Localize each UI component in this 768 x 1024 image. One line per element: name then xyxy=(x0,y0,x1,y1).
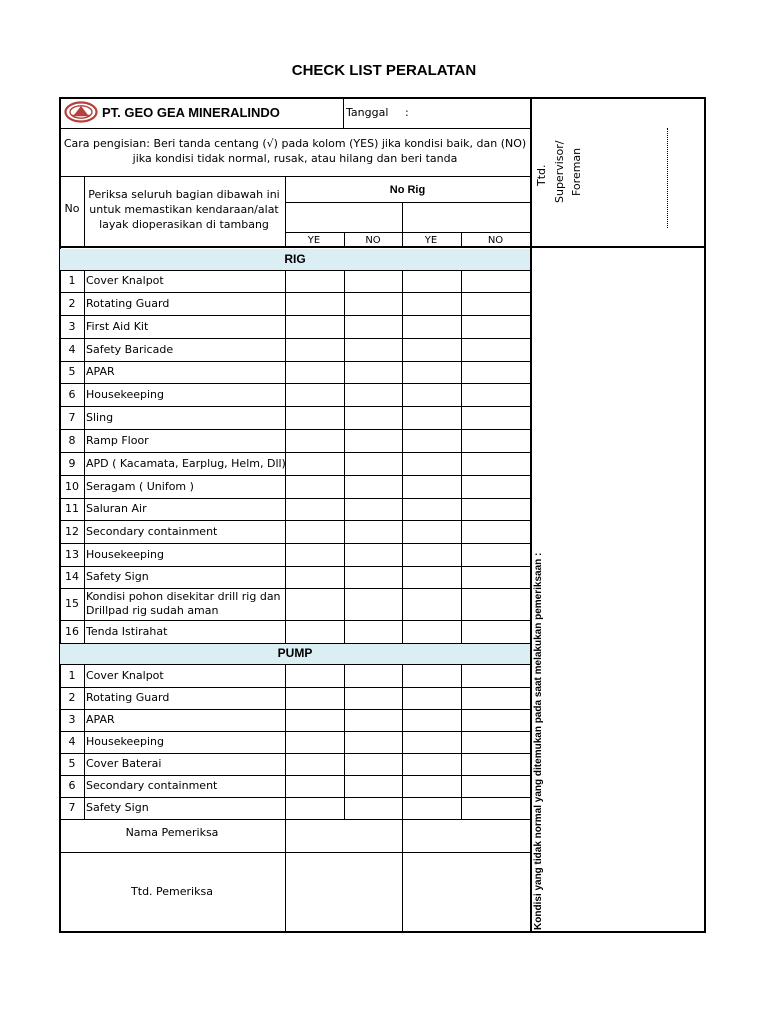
pump-item-label: Cover Baterai xyxy=(86,757,162,770)
rig-check-ye-1[interactable] xyxy=(286,544,343,565)
pump-check-ye-2[interactable] xyxy=(403,688,460,708)
row-divider xyxy=(84,664,85,687)
rig-item-number: 12 xyxy=(65,524,79,538)
header-desc-line1: Periksa seluruh bagian dibawah ini xyxy=(88,188,280,201)
nama-pemeriksa-label: Nama Pemeriksa xyxy=(125,826,219,839)
pump-check-no-1[interactable] xyxy=(345,688,401,708)
rig-item-label: Safety Baricade xyxy=(86,342,174,356)
rig-item-number: 10 xyxy=(65,479,79,493)
rig-check-ye-1[interactable] xyxy=(286,430,343,451)
row-divider xyxy=(84,292,85,315)
rig-check-no-1[interactable] xyxy=(345,521,401,542)
rig-check-ye-2[interactable] xyxy=(403,521,460,542)
header-ye-1: YE xyxy=(307,235,321,246)
row-divider xyxy=(84,753,85,775)
rig-item-label: Housekeeping xyxy=(86,547,164,561)
signature-foreman: Foreman xyxy=(570,147,583,196)
rig-item-number: 15 xyxy=(65,597,79,610)
pump-check-ye-2[interactable] xyxy=(403,710,460,730)
rig-item-label: Rotating Guard xyxy=(86,296,170,310)
rig-check-no-2[interactable] xyxy=(462,589,529,619)
rig-check-ye-2[interactable] xyxy=(403,621,460,642)
rig-item-label: Ramp Floor xyxy=(86,433,149,447)
pump-item-label: APAR xyxy=(86,713,115,726)
rig-check-ye-1[interactable] xyxy=(286,316,343,337)
side-note: Kondisi yang tidak normal yang ditemukan pada saat melakukan pemeriksaan : xyxy=(533,552,544,930)
row-divider xyxy=(84,543,85,566)
row-divider xyxy=(84,452,85,475)
row-divider xyxy=(60,643,530,644)
pump-item-label: Housekeeping xyxy=(86,735,164,748)
rig-check-ye-2[interactable] xyxy=(403,430,460,451)
pump-check-ye-1[interactable] xyxy=(286,732,343,752)
row-divider xyxy=(84,383,85,406)
rig-item-label: APD ( Kacamata, Earplug, Helm, Dll) xyxy=(86,456,286,470)
pump-check-no-1[interactable] xyxy=(345,754,401,774)
row-divider xyxy=(84,270,85,292)
rig-check-no-2[interactable] xyxy=(462,362,529,382)
row-divider xyxy=(84,315,85,338)
divider-line xyxy=(344,232,345,246)
rig-check-ye-2[interactable] xyxy=(403,362,460,382)
rig-item-number: 9 xyxy=(68,456,76,470)
rig-item-number: 6 xyxy=(68,387,76,401)
divider-line xyxy=(60,128,530,129)
row-divider xyxy=(84,797,85,819)
pump-check-no-2[interactable] xyxy=(462,688,529,708)
pump-check-ye-2[interactable] xyxy=(403,754,460,774)
instructions-line1: Cara pengisian: Beri tanda centang (√) pada kolom (YES) jika kondisi baik, dan (NO) xyxy=(63,137,527,150)
rig-check-no-1[interactable] xyxy=(345,293,401,314)
divider-line xyxy=(461,232,462,246)
pump-check-no-2[interactable] xyxy=(462,732,529,752)
rig-item-label: Saluran Air xyxy=(86,502,147,515)
pump-check-no-1[interactable] xyxy=(345,665,401,686)
rig-check-ye-2[interactable] xyxy=(403,384,460,405)
rig-check-ye-1[interactable] xyxy=(286,362,343,382)
rig-check-no-2[interactable] xyxy=(462,271,529,291)
rig-check-ye-1[interactable] xyxy=(286,589,343,619)
rig-check-ye-2[interactable] xyxy=(403,544,460,565)
company-name: PT. GEO GEA MINERALINDO xyxy=(102,105,280,120)
rig-item-number: 4 xyxy=(68,342,76,356)
rig-check-ye-1[interactable] xyxy=(286,293,343,314)
row-divider xyxy=(84,406,85,429)
rig-item-number: 2 xyxy=(68,296,76,310)
pump-check-no-1[interactable] xyxy=(345,710,401,730)
rig-item-label: First Aid Kit xyxy=(86,319,149,333)
rig-check-no-2[interactable] xyxy=(462,567,529,587)
pump-check-no-1[interactable] xyxy=(345,776,401,796)
rig-check-ye-2[interactable] xyxy=(403,316,460,337)
divider-line xyxy=(530,97,532,933)
rig-item-label: Housekeeping xyxy=(86,387,164,401)
pump-item-label: Cover Knalpot xyxy=(86,668,164,682)
pump-check-ye-2[interactable] xyxy=(403,798,460,818)
pump-check-ye-1[interactable] xyxy=(286,688,343,708)
rig-check-no-1[interactable] xyxy=(345,384,401,405)
rig-item-label: Cover Knalpot xyxy=(86,274,164,287)
pump-check-no-2[interactable] xyxy=(462,710,529,730)
rig-check-no-1[interactable] xyxy=(345,567,401,587)
pump-check-no-2[interactable] xyxy=(462,798,529,818)
rig-item-number: 13 xyxy=(65,547,79,561)
rig-check-ye-1[interactable] xyxy=(286,499,343,519)
row-divider xyxy=(84,566,85,588)
rig-check-no-2[interactable] xyxy=(462,293,529,314)
row-divider xyxy=(84,620,85,643)
pump-item-number: 3 xyxy=(68,713,76,726)
rig-check-no-1[interactable] xyxy=(345,407,401,428)
rig-item-number: 5 xyxy=(68,365,76,378)
rig-check-no-2[interactable] xyxy=(462,339,529,360)
pump-check-ye-1[interactable] xyxy=(286,754,343,774)
rig-check-no-2[interactable] xyxy=(462,499,529,519)
pump-check-no-1[interactable] xyxy=(345,798,401,818)
pump-check-ye-2[interactable] xyxy=(403,665,460,686)
row-divider xyxy=(84,520,85,543)
rig-check-no-1[interactable] xyxy=(345,453,401,474)
pump-item-label: Secondary containment xyxy=(86,779,218,792)
rig-check-ye-2[interactable] xyxy=(403,407,460,428)
abnormal-condition-notes-area[interactable] xyxy=(550,250,702,930)
row-divider xyxy=(84,687,85,709)
rig-check-ye-2[interactable] xyxy=(403,271,460,291)
rig-item-label-line2: Drillpad rig sudah aman xyxy=(86,604,219,617)
divider-line xyxy=(60,246,705,248)
rig-check-no-2[interactable] xyxy=(462,430,529,451)
signature-supervisor: Supervisor/ xyxy=(553,140,566,203)
rig-item-number: 3 xyxy=(68,319,76,333)
ttd-pemeriksa-field-1[interactable] xyxy=(286,853,401,931)
pump-item-number: 4 xyxy=(68,735,76,748)
rig-item-label: Tenda Istirahat xyxy=(86,624,168,638)
rig-check-ye-2[interactable] xyxy=(403,339,460,360)
row-divider xyxy=(84,498,85,520)
section-label-rig: RIG xyxy=(284,252,306,266)
rig-item-label: Secondary containment xyxy=(86,524,218,538)
pump-item-number: 6 xyxy=(68,779,76,792)
pump-item-number: 5 xyxy=(68,757,76,770)
ttd-pemeriksa-label: Ttd. Pemeriksa xyxy=(131,885,213,898)
tanggal-field[interactable] xyxy=(413,103,527,125)
row-divider xyxy=(84,338,85,361)
rig-check-no-1[interactable] xyxy=(345,271,401,291)
row-divider xyxy=(84,361,85,383)
header-desc-line2: untuk memastikan kendaraan/alat xyxy=(89,203,279,216)
instructions-line2: jika kondisi tidak normal, rusak, atau hilang dan beri tanda xyxy=(132,152,458,165)
rig-check-ye-2[interactable] xyxy=(403,567,460,587)
pump-item-number: 1 xyxy=(68,668,76,682)
rig-check-ye-2[interactable] xyxy=(403,293,460,314)
rig-check-ye-2[interactable] xyxy=(403,453,460,474)
row-divider xyxy=(84,775,85,797)
divider-line xyxy=(285,176,286,246)
rig-item-label: Seragam ( Unifom ) xyxy=(86,479,194,493)
pump-check-ye-1[interactable] xyxy=(286,776,343,796)
rig-check-no-2[interactable] xyxy=(462,384,529,405)
rig-check-ye-2[interactable] xyxy=(403,499,460,519)
rig-check-ye-1[interactable] xyxy=(286,453,343,474)
rig-check-no-1[interactable] xyxy=(345,544,401,565)
pump-check-no-2[interactable] xyxy=(462,665,529,686)
rig-item-number: 1 xyxy=(68,274,76,287)
rig-item-label: Safety Sign xyxy=(86,570,149,583)
pump-check-ye-2[interactable] xyxy=(403,776,460,796)
rig-check-ye-1[interactable] xyxy=(286,384,343,405)
rig-check-no-2[interactable] xyxy=(462,407,529,428)
rig-item-label: APAR xyxy=(86,365,115,378)
rig-check-ye-2[interactable] xyxy=(403,476,460,497)
supervisor-signature-area[interactable] xyxy=(640,110,700,240)
header-no: No xyxy=(64,202,80,215)
rig-check-no-2[interactable] xyxy=(462,621,529,642)
row-divider xyxy=(84,429,85,452)
rig-item-number: 14 xyxy=(65,570,79,583)
rig-check-ye-1[interactable] xyxy=(286,271,343,291)
divider-line xyxy=(285,202,530,203)
rig-check-ye-1[interactable] xyxy=(286,476,343,497)
pump-check-no-2[interactable] xyxy=(462,776,529,796)
row-divider xyxy=(84,709,85,731)
rig-check-no-2[interactable] xyxy=(462,476,529,497)
tanggal-label: Tanggal xyxy=(346,106,389,119)
rig-check-no-2[interactable] xyxy=(462,544,529,565)
rig-check-no-2[interactable] xyxy=(462,453,529,474)
rig-item-label: Kondisi pohon disekitar drill rig dan xyxy=(86,590,281,603)
rig-item-label: Sling xyxy=(86,410,114,424)
rig-check-ye-1[interactable] xyxy=(286,339,343,360)
pump-check-ye-1[interactable] xyxy=(286,798,343,818)
divider-line xyxy=(60,176,530,177)
page-title: CHECK LIST PERALATAN xyxy=(291,62,477,79)
pump-check-no-1[interactable] xyxy=(345,732,401,752)
company-logo-icon xyxy=(64,101,98,123)
rig-check-no-1[interactable] xyxy=(345,621,401,642)
rig-number-field-2[interactable] xyxy=(404,204,529,232)
rig-check-no-2[interactable] xyxy=(462,316,529,337)
rig-check-ye-1[interactable] xyxy=(286,407,343,428)
rig-check-no-1[interactable] xyxy=(345,362,401,382)
section-label-pump: PUMP xyxy=(277,646,313,660)
divider-line xyxy=(285,232,530,233)
row-divider xyxy=(84,731,85,753)
pump-check-ye-2[interactable] xyxy=(403,732,460,752)
rig-check-ye-1[interactable] xyxy=(286,567,343,587)
rig-check-no-2[interactable] xyxy=(462,521,529,542)
header-ye-2: YE xyxy=(424,235,438,246)
rig-number-field-1[interactable] xyxy=(286,204,402,232)
tanggal-colon: : xyxy=(405,106,409,119)
rig-check-no-1[interactable] xyxy=(345,499,401,519)
row-divider xyxy=(84,475,85,498)
rig-item-number: 11 xyxy=(65,502,79,515)
divider-line xyxy=(402,202,403,246)
rig-check-ye-1[interactable] xyxy=(286,621,343,642)
rig-item-number: 7 xyxy=(68,410,76,424)
header-no-1: NO xyxy=(365,235,381,246)
header-no-2: NO xyxy=(487,235,504,246)
rig-check-no-1[interactable] xyxy=(345,589,401,619)
header-desc-line3: layak dioperasikan di tambang xyxy=(99,218,269,231)
rig-check-no-1[interactable] xyxy=(345,316,401,337)
nama-pemeriksa-field-2[interactable] xyxy=(403,820,529,851)
rig-item-number: 16 xyxy=(65,624,79,638)
pump-item-number: 2 xyxy=(68,691,76,704)
pump-check-ye-1[interactable] xyxy=(286,665,343,686)
divider-line xyxy=(84,176,85,246)
pump-item-label: Rotating Guard xyxy=(86,691,170,704)
rig-check-no-1[interactable] xyxy=(345,476,401,497)
row-divider xyxy=(84,588,85,620)
rig-check-ye-1[interactable] xyxy=(286,521,343,542)
pump-item-label: Safety Sign xyxy=(86,801,149,814)
rig-check-ye-2[interactable] xyxy=(403,589,460,619)
signature-ttd: Ttd. xyxy=(535,164,548,186)
pump-check-ye-1[interactable] xyxy=(286,710,343,730)
rig-item-number: 8 xyxy=(68,433,76,447)
pump-check-no-2[interactable] xyxy=(462,754,529,774)
header-no-rig: No Rig xyxy=(389,184,426,196)
divider-line xyxy=(343,97,344,128)
pump-item-number: 7 xyxy=(68,801,76,814)
ttd-pemeriksa-field-2[interactable] xyxy=(403,853,529,931)
nama-pemeriksa-field-1[interactable] xyxy=(286,820,401,851)
rig-check-no-1[interactable] xyxy=(345,430,401,451)
rig-check-no-1[interactable] xyxy=(345,339,401,360)
